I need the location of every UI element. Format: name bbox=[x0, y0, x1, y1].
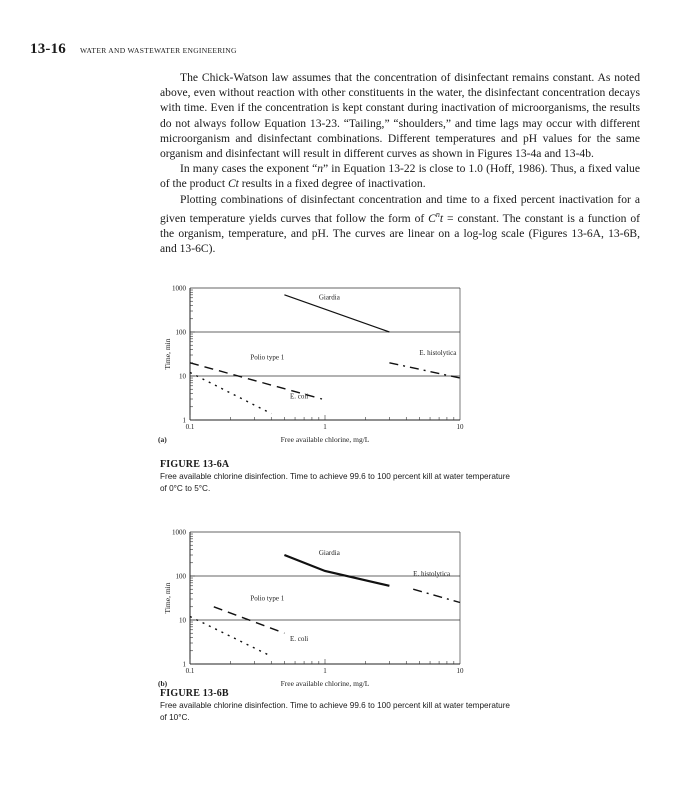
x-tick-label: 10 bbox=[456, 423, 464, 431]
y-tick-label: 1 bbox=[182, 416, 186, 425]
series-line-e-coli bbox=[190, 373, 271, 414]
y-tick-label: 100 bbox=[175, 328, 186, 337]
x-tick-label: 10 bbox=[456, 667, 464, 675]
figure-13-6a-title: FIGURE 13-6A bbox=[160, 459, 230, 470]
figure-13-6b-caption bbox=[160, 688, 510, 723]
paragraph-2: In many cases the exponent “n” in Equation 13-22 is close to 1.0 (Hoff, 1986). Thus, a fixed value of the product Ct results in a fixed degree of inactivation. bbox=[160, 162, 640, 191]
series-label-e-histolytica: E. histolytica bbox=[413, 570, 451, 578]
y-tick-label: 1 bbox=[182, 660, 186, 669]
paragraph-1: The Chick-Watson law assumes that the concentration of disinfectant remains constant. As noted above, even without reaction with other constituents in the water, the disinfectant concentration decays with time. Even if the concentration is kept constant during inactivation of microorganisms, the results do not always follow Equation 13-23. “Tailing,” “shoulders,” and time lags may occur with different microorganism and disinfectant combinations. Different temperatures and pH values for the same organism and disinfectant will result in different curves as shown in Figures 13-4a and 13-4b. bbox=[160, 71, 640, 161]
figure-13-6b-title: FIGURE 13-6B bbox=[160, 688, 229, 699]
figure-13-6a-caption bbox=[160, 459, 510, 494]
series-label-e-coli: E. coli bbox=[289, 392, 309, 401]
x-tick-label: 0.1 bbox=[185, 667, 195, 675]
figure-13-6a-description: Free available chlorine disinfection. Time to achieve 99.6 to 100 percent kill at water temperature of 0°C to 5°C. bbox=[160, 472, 510, 493]
paragraph-3: Plotting combinations of disinfectant concentration and time to a fixed percent inactivation for a given temperature yields curves that follow the form of $C^nt$ = constant. The constant is a function of the organism, temperature, and pH. The curves are linear on a log-log scale (Figures 13-6A, 13-6B, and 13-6C). bbox=[160, 192, 640, 256]
series-label-polio-type-1: Polio type 1 bbox=[250, 353, 285, 362]
figure-13-6b-description: Free available chlorine disinfection. Time to achieve 99.6 to 100 percent kill at water temperature of 10°C. bbox=[160, 701, 510, 722]
panel-label: (b) bbox=[158, 679, 168, 688]
series-line-giardia bbox=[284, 555, 389, 586]
running-header bbox=[30, 40, 237, 58]
body-text bbox=[160, 70, 640, 256]
x-tick-label: 1 bbox=[323, 667, 327, 675]
panel-label: (a) bbox=[158, 435, 167, 444]
y-axis-label: Time, min bbox=[163, 338, 172, 370]
page-number: 13-16 bbox=[30, 41, 66, 57]
series-line-e-histolytica bbox=[413, 589, 460, 602]
y-tick-label: 1000 bbox=[172, 284, 186, 293]
x-tick-label: 0.1 bbox=[185, 423, 195, 431]
y-tick-label: 1000 bbox=[172, 528, 186, 537]
x-axis-label: Free available chlorine, mg/L bbox=[280, 679, 370, 688]
x-axis-label: Free available chlorine, mg/L bbox=[280, 435, 370, 444]
figure-13-6b-chart bbox=[150, 522, 480, 697]
series-label-giardia: Giardia bbox=[318, 549, 340, 558]
series-label-e-coli: E. coli bbox=[289, 635, 309, 644]
running-title: WATER AND WASTEWATER ENGINEERING bbox=[80, 46, 237, 55]
series-line-e-coli bbox=[190, 617, 271, 657]
y-tick-label: 10 bbox=[179, 616, 186, 625]
series-label-polio-type-1: Polio type 1 bbox=[250, 594, 285, 603]
figure-13-6a-chart bbox=[150, 278, 480, 453]
y-tick-label: 10 bbox=[179, 372, 186, 381]
x-tick-label: 1 bbox=[323, 423, 327, 431]
y-tick-label: 100 bbox=[175, 572, 186, 581]
series-label-giardia: Giardia bbox=[318, 293, 340, 302]
series-label-e-histolytica: E. histolytica bbox=[419, 349, 457, 358]
y-axis-label: Time, min bbox=[163, 582, 172, 614]
